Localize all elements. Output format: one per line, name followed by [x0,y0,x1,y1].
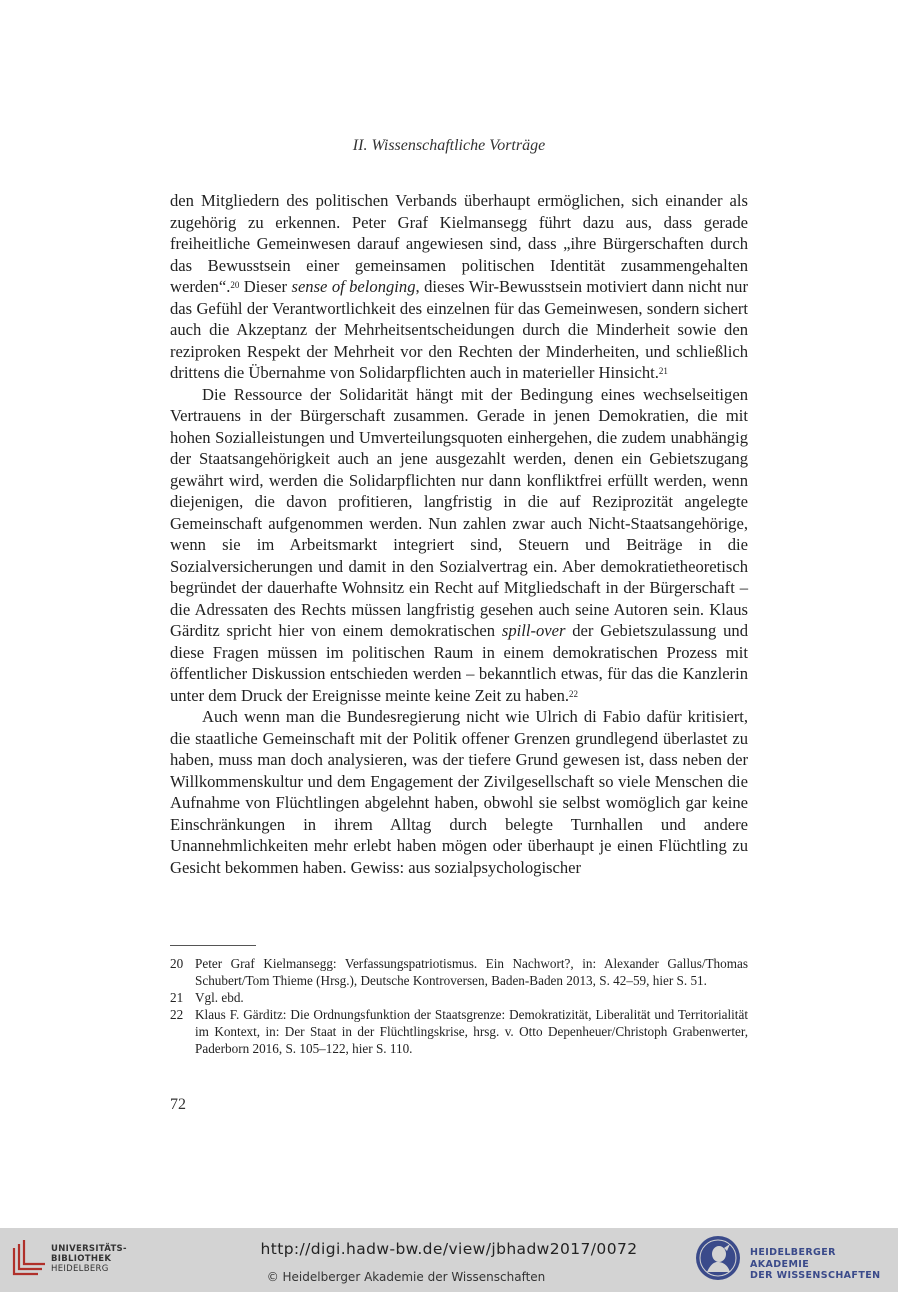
copyright-notice: © Heidelberger Akademie der Wissenschaften [266,1270,546,1284]
footnote-ref: 20 [230,280,240,290]
footnote-22 [170,1006,748,1057]
footnote-rule [170,945,256,946]
footnote-20 [170,955,748,989]
emphasis: sense of belonging [291,277,416,296]
footnote-text: Klaus F. Gärditz: Die Ordnungsfunktion der Staatsgrenze: Demokratizität, Liberalität und Territorialität im Kontext, in: Der Staat in der Flüchtlingskrise, hrsg. v. Otto Depenheuer/Christoph Grabenwerter, Paderborn 2016, S. 105–122, hier S. 110. [195,1007,748,1056]
footnote-21 [170,989,748,1006]
text-run: , dieses Wir-Bewusstsein motiviert dann nicht nur das Gefühl der Verantwortlichkeit des einzelnen für das Gemeinwesen, sondern sichert auch die Akzeptanz der Mehrheitsentscheidungen durch die Minderheit sowie den reziproken Respekt der Mehrheit vor den Rechten der Minderheiten, und schließlich drittens die Übernahme von Solidarpflichten auch in materieller Hinsicht. [170,277,749,382]
paragraph-1 [170,190,748,384]
footnotes [170,955,748,1057]
library-line-2: BIBLIOTHEK [51,1254,112,1264]
page-number: 72 [170,1096,186,1113]
academy-name [750,1247,898,1282]
paragraph-3 [170,706,748,878]
library-line-1: UNIVERSITÄTS- [51,1244,127,1254]
permalink-url[interactable]: http://digi.hadw-bw.de/view/jbhadw2017/0072 [260,1240,638,1258]
library-line-3: HEIDELBERG [51,1264,109,1274]
running-head: II. Wissenschaftliche Vorträge [352,137,546,154]
footnote-ref: 22 [569,688,579,699]
body-text [170,190,748,878]
academy-line-2: DER WISSENSCHAFTEN [750,1270,881,1281]
text-run: den Mitgliedern des politischen Verbands überhaupt ermöglichen, sich einander als zugehörig zu erkennen. Peter Graf Kielmansegg führt dazu aus, dass gerade freiheitliche Gemeinwesen darauf angewiesen sind, dass „ihre Bürgerschaften durch das Bewusstsein einer gemeinsamen politischen Identität zusammengehalten werden“. [170,191,748,296]
paragraph-2 [170,384,748,707]
emphasis: spill-over [501,621,566,640]
viewer-footer [0,1228,898,1292]
academy-seal-icon [694,1234,742,1282]
text-run: Die Ressource der Solidarität hängt mit der Bedingung eines wechselseitigen Vertrauens in der Bürgerschaft zusammen. Gerade in jenen Demokratien, die mit hohen Sozialleistungen und Umverteilungsquoten einhergehen, die zudem unabhängig der Staatsangehörigkeit auch an jene ausgezahlt werden, denen ein Gebietszugang gewährt wird, werden die Solidarpflichten nur dann konfliktfrei erfüllt werden, wenn diejenigen, die davon profitieren, langfristig in die auf Reziprozität angelegte Gemeinschaft aufgenommen werden. Nun zahlen zwar auch Nicht-Staatsangehörige, wenn sie im Arbeitsmarkt integriert sind, Steuern und Beiträge in die Sozialversicherungen und damit in den Sozialvertrag ein. Aber demokratietheoretisch begründet der dauerhafte Wohnsitz ein Recht auf Mitgliedschaft in der Bürgerschaft – die Adressaten des Rechts müssen langfristig gesehen auch seine Autoren sein. Klaus Gärditz spricht hier von einem demokratischen [170,384,748,640]
text-run: der Gebietszulassung und diese Fragen müssen im politischen Raum in einem demokratischen Prozess mit öffentlicher Diskussion entschieden werden – bekanntlich etwas, für das die Kanzlerin unter dem Druck der Ereignisse meinte keine Zeit zu haben. [170,621,748,705]
footnote-number: 21 [170,990,184,1005]
text-run: Auch wenn man die Bundesregierung nicht wie Ulrich di Fabio dafür kritisiert, die staatliche Gemeinschaft mit der Politik offener Grenzen grundlegend überlastet zu haben, muss man doch analysieren, was der tiefere Grund gewesen ist, dass neben der Willkommenskultur und dem Engagement der Zivilgesellschaft so viele Menschen die Aufnahme von Flüchtlingen abgelehnt haben, obwohl sie selbst womöglich gar keine Einschränkungen in ihrem Alltag durch belegte Turnhallen und andere Unannehmlichkeiten mehr erlebt haben mögen oder überhaupt je einen Flüchtling zu Gesicht bekommen haben. Gewiss: aus sozialpsychologischer [170,707,748,877]
footnote-number: 22 [170,1007,184,1022]
footnote-text: Peter Graf Kielmansegg: Verfassungspatriotismus. Ein Nachwort?, in: Alexander Gallus/Thomas Schubert/Tom Thieme (Hrsg.), Deutsche Kontroversen, Baden-Baden 2013, S. 42–59, hier S. 51. [195,956,748,988]
footnote-text: Vgl. ebd. [195,990,244,1005]
academy-line-1: HEIDELBERGER AKADEMIE [750,1247,836,1270]
text-run: Dieser [239,277,292,296]
footnote-ref: 21 [658,366,668,376]
footnote-number: 20 [170,956,184,971]
